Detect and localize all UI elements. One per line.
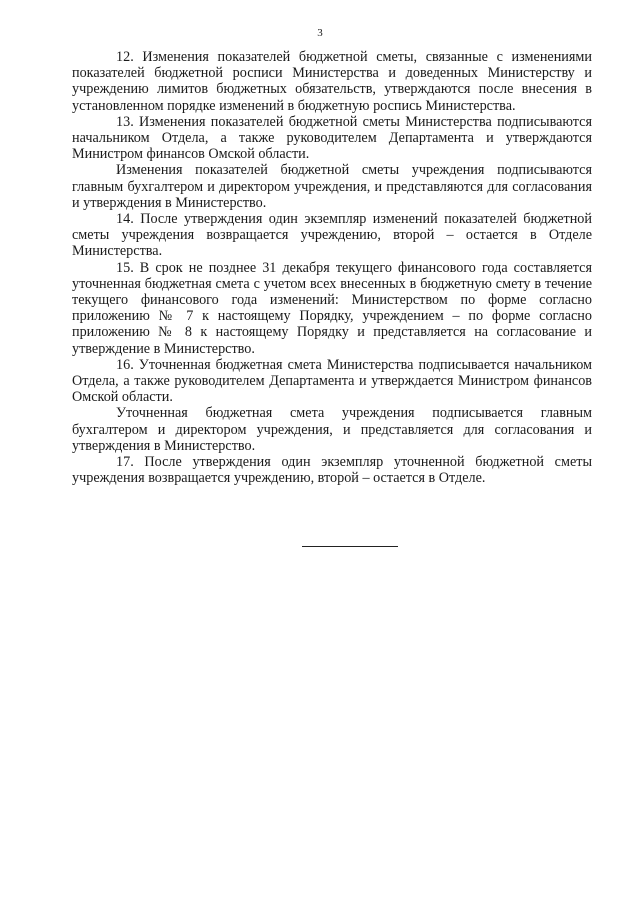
document-body [72, 49, 592, 486]
paragraph-17: 17. После утверждения один экземпляр уточненной бюджетной сметы учреждения возвращается учреждению, второй – остается в Отделе. [72, 454, 592, 487]
paragraph-15: 15. В срок не позднее 31 декабря текущего финансового года составляется уточненная бюджетная смета с учетом всех внесенных в бюджетную смету в течение текущего финансового года изменений: Министерством по форме согласно приложению № 7 к настоящему Порядку, учреждением – по форме согласно приложению № 8 к настоящему Порядку и представляется на согласование и утверждение в Министерство. [72, 259, 592, 357]
paragraph-12: 12. Изменения показателей бюджетной сметы, связанные с изменениями показателей бюджетной росписи Министерства и доведенных Министерству и учреждению лимитов бюджетных обязательств, утверждаются после внесения в установленном порядке изменений в бюджетную роспись Министерства. [72, 49, 592, 114]
paragraph-13: 13. Изменения показателей бюджетной сметы Министерства подписываются начальником Отдела, а также руководителем Департамента и утверждаются Министром финансов Омской области. [72, 113, 592, 163]
paragraph-14: 14. После утверждения один экземпляр изменений показателей бюджетной сметы учреждения возвращается учреждению, второй – остается в Отделе Министерства. [72, 211, 592, 260]
paragraph-16: 16. Уточненная бюджетная смета Министерства подписывается начальником Отдела, а также руководителем Департамента и утверждается Министром финансов Омской области. [72, 356, 592, 406]
paragraph-13-institution: Изменения показателей бюджетной сметы учреждения подписываются главным бухгалтером и директором учреждения, и представляются для согласования и утверждения в Министерство. [72, 162, 592, 211]
page-number: 3 [317, 27, 323, 39]
end-of-document-rule [302, 546, 398, 547]
paragraph-16-institution: Уточненная бюджетная смета учреждения подписывается главным бухгалтером и директором учреждения, и представляется для согласования и утверждения в Министерство. [72, 405, 592, 454]
